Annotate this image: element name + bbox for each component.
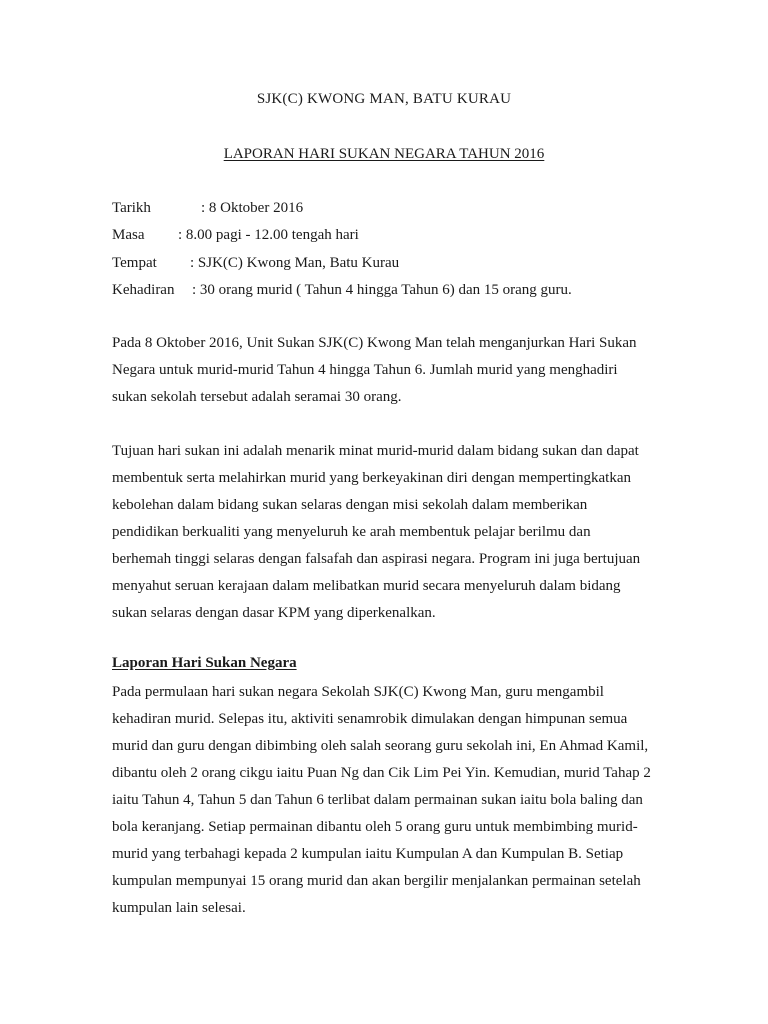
- paragraph-line: pendidikan berkualiti yang menyeluruh ke arah membentuk pelajar berilmu dan: [112, 524, 591, 540]
- paragraph-line: kehadiran murid. Selepas itu, aktiviti senamrobik dimulakan dengan himpunan semua: [112, 711, 628, 727]
- paragraph-line: kebolehan dalam bidang sukan selaras dengan misi sekolah dalam memberikan: [112, 497, 588, 513]
- info-label-time: Masa: [112, 227, 145, 243]
- school-title: SJK(C) KWONG MAN, BATU KURAU: [256, 91, 512, 107]
- report-title: LAPORAN HARI SUKAN NEGARA TAHUN 2016: [223, 146, 545, 162]
- paragraph-line: murid yang terbahagi kepada 2 kumpulan iaitu Kumpulan A dan Kumpulan B. Setiap: [112, 846, 624, 862]
- paragraph-line: sukan sekolah tersebut adalah seramai 30 orang.: [112, 389, 402, 405]
- info-value-venue: : SJK(C) Kwong Man, Batu Kurau: [190, 255, 400, 271]
- paragraph-line: sukan selaras dengan dasar KPM yang diperkenalkan.: [112, 605, 436, 621]
- paragraph-report: [112, 679, 672, 922]
- paragraph-line: kumpulan mempunyai 15 orang murid dan akan bergilir menjalankan permainan setelah: [112, 873, 641, 889]
- paragraph-purpose: [112, 438, 672, 627]
- paragraph-line: kumpulan lain selesai.: [112, 900, 246, 916]
- info-value-attendance: : 30 orang murid ( Tahun 4 hingga Tahun 6) dan 15 orang guru.: [192, 282, 572, 298]
- paragraph-line: membentuk serta melahirkan murid yang berkeyakinan diri dengan mempertingkatkan: [112, 470, 631, 486]
- paragraph-line: murid dan guru dengan dibimbing oleh salah seorang guru sekolah ini, En Ahmad Kamil,: [112, 738, 649, 754]
- paragraph-line: dibantu oleh 2 orang cikgu iaitu Puan Ng dan Cik Lim Pei Yin. Kemudian, murid Tahap 2: [112, 765, 651, 781]
- info-value-time: : 8.00 pagi - 12.00 tengah hari: [178, 227, 359, 243]
- paragraph-intro: [112, 330, 672, 411]
- section-heading: Laporan Hari Sukan Negara: [112, 655, 297, 671]
- paragraph-line: menyahut seruan kerajaan dalam melibatkan murid secara menyeluruh dalam bidang: [112, 578, 621, 594]
- info-row-time: [112, 227, 359, 244]
- info-label-date: Tarikh: [112, 200, 151, 216]
- paragraph-line: Tujuan hari sukan ini adalah menarik minat murid-murid dalam bidang sukan dan dapat: [112, 443, 639, 459]
- paragraph-line: Negara untuk murid-murid Tahun 4 hingga Tahun 6. Jumlah murid yang menghadiri: [112, 362, 618, 378]
- info-row-date: [112, 200, 304, 217]
- paragraph-line: berhemah tinggi selaras dengan falsafah dan aspirasi negara. Program ini juga bertujuan: [112, 551, 641, 567]
- info-row-venue: [112, 255, 400, 272]
- info-label-attendance: Kehadiran: [112, 282, 175, 298]
- info-label-venue: Tempat: [112, 255, 157, 271]
- paragraph-line: bola keranjang. Setiap permainan dibantu oleh 5 orang guru untuk membimbing murid-: [112, 819, 638, 835]
- info-value-date: : 8 Oktober 2016: [201, 200, 304, 216]
- paragraph-line: iaitu Tahun 4, Tahun 5 dan Tahun 6 terlibat dalam permainan sukan iaitu bola baling dan: [112, 792, 643, 808]
- info-row-attendance: [112, 282, 572, 299]
- paragraph-line: Pada 8 Oktober 2016, Unit Sukan SJK(C) Kwong Man telah menganjurkan Hari Sukan: [112, 335, 637, 351]
- paragraph-line: Pada permulaan hari sukan negara Sekolah SJK(C) Kwong Man, guru mengambil: [112, 684, 604, 700]
